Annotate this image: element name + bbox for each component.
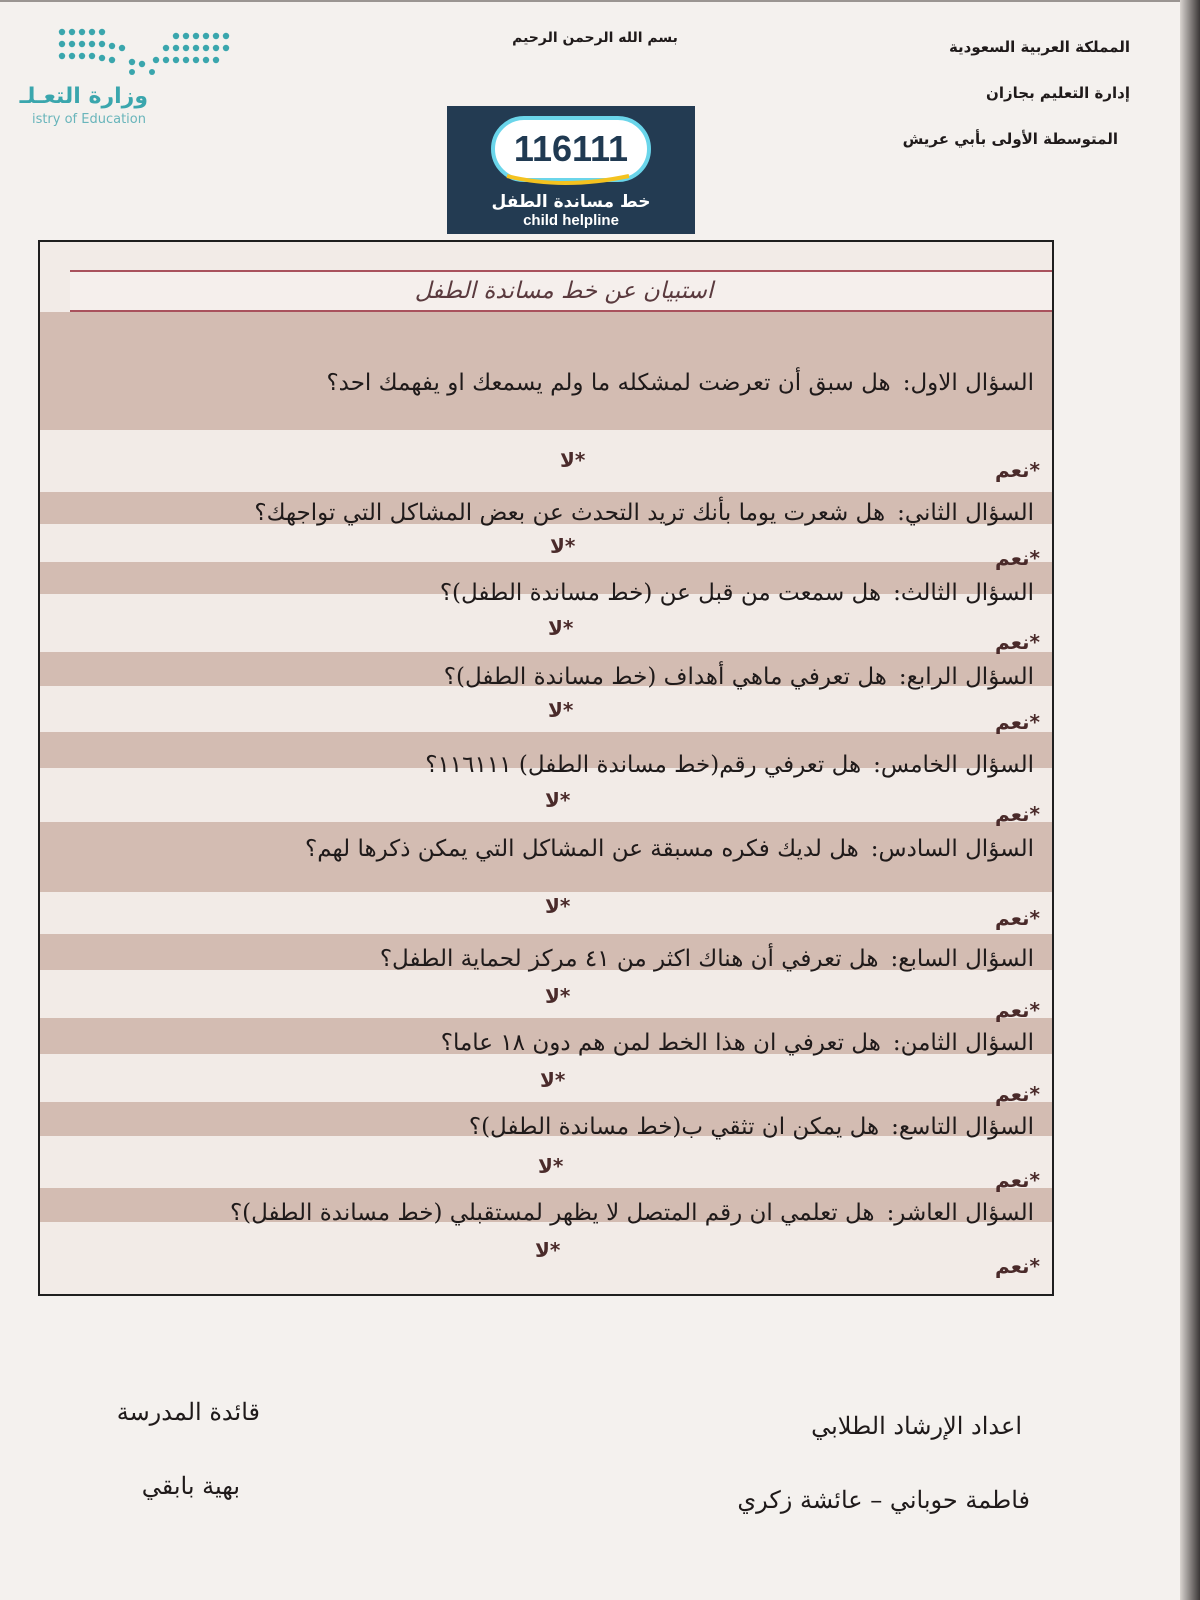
option-no: *لا xyxy=(550,534,576,558)
option-yes: *نعم xyxy=(995,1168,1040,1192)
helpline-name-arabic: خط مساندة الطفل xyxy=(491,192,651,212)
question-9: السؤال التاسع:هل يمكن ان تثقي ب(خط مساندة الطفل)؟ xyxy=(468,1114,1034,1140)
helpline-swoosh-icon xyxy=(503,172,633,190)
basmala: بسم الله الرحمن الرحيم xyxy=(512,30,678,46)
option-no: *لا xyxy=(535,1238,561,1262)
option-yes: *نعم xyxy=(995,458,1040,482)
principal-title: قائدة المدرسة xyxy=(116,1398,260,1426)
option-no: *لا xyxy=(548,616,574,640)
option-yes: *نعم xyxy=(995,906,1040,930)
question-5: السؤال الخامس:هل تعرفي رقم(خط مساندة الطفل) ١١٦١١١؟ xyxy=(425,752,1034,778)
option-yes: *نعم xyxy=(995,546,1040,570)
option-yes: *نعم xyxy=(995,1254,1040,1278)
question-1: السؤال الاول:هل سبق أن تعرضت لمشكله ما ولم يسمعك او يفهمك احد؟ xyxy=(326,370,1034,396)
question-2: السؤال الثاني:هل شعرت يوما بأنك تريد التحدث عن بعض المشاكل التي تواجهك؟ xyxy=(254,500,1034,526)
header-right-block xyxy=(830,38,1130,176)
ministry-name-english: istry of Education xyxy=(31,112,146,127)
question-4: السؤال الرابع:هل تعرفي ماهي أهداف (خط مساندة الطفل)؟ xyxy=(443,664,1034,690)
option-yes: *نعم xyxy=(995,998,1040,1022)
option-no: *لا xyxy=(538,1154,564,1178)
option-yes: *نعم xyxy=(995,802,1040,826)
child-helpline-logo xyxy=(447,106,695,234)
school-line: المتوسطة الأولى بأبي عريش xyxy=(902,130,1118,148)
question-7: السؤال السابع:هل تعرفي أن هناك اكثر من ٤١ مركز لحماية الطفل؟ xyxy=(379,946,1034,972)
option-no: *لا xyxy=(545,788,571,812)
page-edge-shadow xyxy=(1180,0,1200,1600)
department-line: إدارة التعليم بجازان xyxy=(986,84,1130,102)
option-no: *لا xyxy=(560,448,586,472)
option-no: *لا xyxy=(540,1068,566,1092)
question-6: السؤال السادس:هل لديك فكره مسبقة عن المشاكل التي يمكن ذكرها لهم؟ xyxy=(305,836,1034,862)
prepared-by-names: فاطمة حوباني – عائشة زكري xyxy=(737,1486,1030,1514)
option-no: *لا xyxy=(545,894,571,918)
country-line: المملكة العربية السعودية xyxy=(948,38,1130,56)
ministry-logo xyxy=(0,22,150,132)
ministry-name-arabic: وزارة التعـلـ xyxy=(19,84,148,109)
option-yes: *نعم xyxy=(995,710,1040,734)
option-yes: *نعم xyxy=(995,1082,1040,1106)
survey-box xyxy=(38,240,1054,1296)
question-8: السؤال الثامن:هل تعرفي ان هذا الخط لمن هم دون ١٨ عاما؟ xyxy=(440,1030,1034,1056)
ministry-dots-icon xyxy=(56,26,241,76)
helpline-number: 116111 xyxy=(491,116,651,182)
option-no: *لا xyxy=(548,698,574,722)
question-10: السؤال العاشر:هل تعلمي ان رقم المتصل لا يظهر لمستقبلي (خط مساندة الطفل)؟ xyxy=(229,1200,1034,1226)
question-3: السؤال الثالث:هل سمعت من قبل عن (خط مساندة الطفل)؟ xyxy=(439,580,1034,606)
survey-title: استبيان عن خط مساندة الطفل xyxy=(70,270,1054,312)
option-no: *لا xyxy=(545,984,571,1008)
principal-name: بهية بابقي xyxy=(141,1472,240,1500)
prepared-by-title: اعداد الإرشاد الطلابي xyxy=(811,1412,1022,1440)
top-rule xyxy=(0,0,1185,2)
option-yes: *نعم xyxy=(995,630,1040,654)
helpline-name-english: child helpline xyxy=(523,212,619,229)
